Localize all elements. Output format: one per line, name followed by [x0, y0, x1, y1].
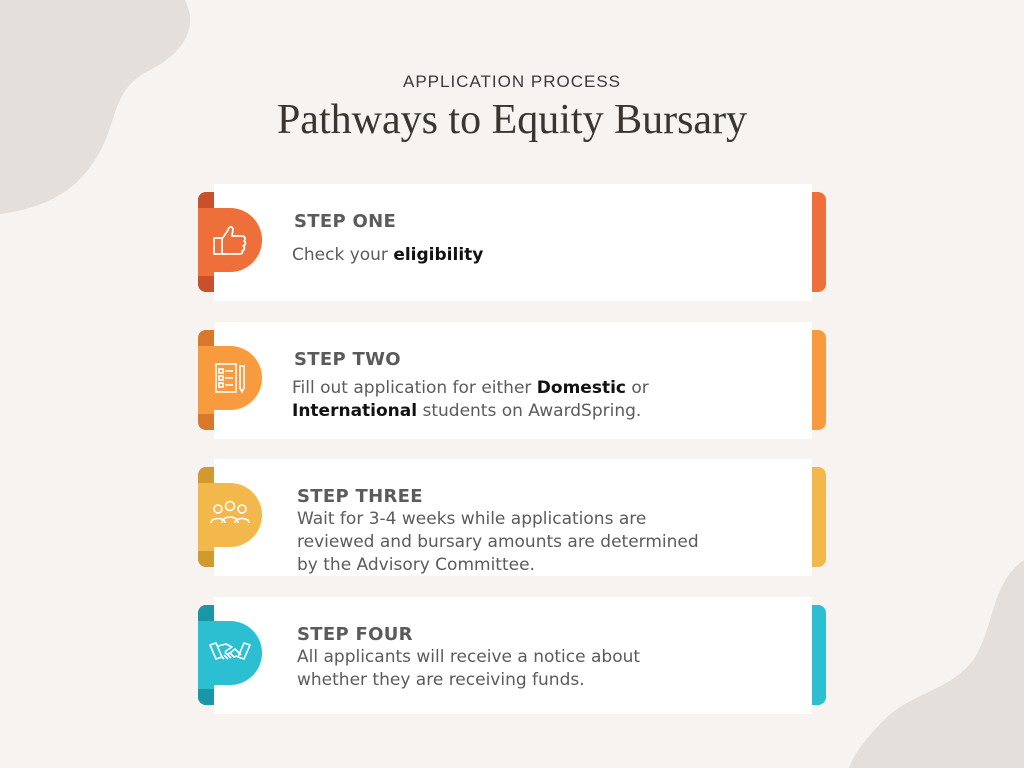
tab-fold-bottom: [198, 414, 214, 430]
step-one-panel: [214, 184, 812, 301]
step-two-text-1: Fill out application for either: [292, 378, 537, 398]
step-three-tab-right: [812, 467, 826, 567]
tab-fold-top: [198, 330, 214, 346]
tab-fold-top: [198, 192, 214, 208]
tab-fold-top: [198, 467, 214, 483]
step-one-title: STEP ONE: [294, 211, 397, 232]
tab-fold-top: [198, 605, 214, 621]
step-one-text: Check your: [292, 245, 394, 265]
step-four-description: [297, 646, 640, 692]
step-two-text-3: students on AwardSpring.: [417, 401, 642, 421]
step-two-card: [198, 322, 826, 439]
page-title: Pathways to Equity Bursary: [276, 97, 748, 143]
domestic-emphasis: Domestic: [536, 378, 626, 398]
handshake-icon: [208, 631, 252, 675]
eligibility-emphasis: eligibility: [393, 245, 484, 265]
step-three-line-1: Wait for 3-4 weeks while applications are: [297, 509, 647, 529]
decorative-blob-bottom-right: [844, 560, 1024, 768]
step-one-card: [198, 184, 826, 301]
step-two-title: STEP TWO: [294, 349, 401, 370]
step-three-line-3: by the Advisory Committee.: [297, 555, 535, 575]
step-three-title: STEP THREE: [297, 486, 423, 507]
tab-fold-bottom: [198, 276, 214, 292]
step-one-tab-right: [812, 192, 826, 292]
step-four-line-2: whether they are receiving funds.: [297, 670, 585, 690]
application-form-icon: [208, 356, 252, 400]
tab-fold-bottom: [198, 689, 214, 705]
step-three-badge: [198, 483, 262, 547]
step-three-description: [297, 508, 699, 577]
step-four-title: STEP FOUR: [297, 624, 413, 645]
step-three-card: [198, 459, 826, 576]
step-one-description: [292, 244, 483, 267]
step-four-badge: [198, 621, 262, 685]
step-four-card: [198, 597, 826, 714]
international-emphasis: International: [292, 401, 418, 421]
step-three-line-2: reviewed and bursary amounts are determined: [297, 532, 699, 552]
step-two-tab-right: [812, 330, 826, 430]
tab-fold-bottom: [198, 551, 214, 567]
step-two-badge: [198, 346, 262, 410]
step-two-description: [292, 377, 649, 423]
thumbs-up-icon: [208, 218, 252, 262]
step-four-tab-right: [812, 605, 826, 705]
committee-people-icon: [208, 493, 252, 537]
kicker-heading: APPLICATION PROCESS: [402, 72, 621, 91]
step-two-text-2: or: [625, 378, 649, 398]
step-one-badge: [198, 208, 262, 272]
step-four-line-1: All applicants will receive a notice about: [297, 647, 641, 667]
